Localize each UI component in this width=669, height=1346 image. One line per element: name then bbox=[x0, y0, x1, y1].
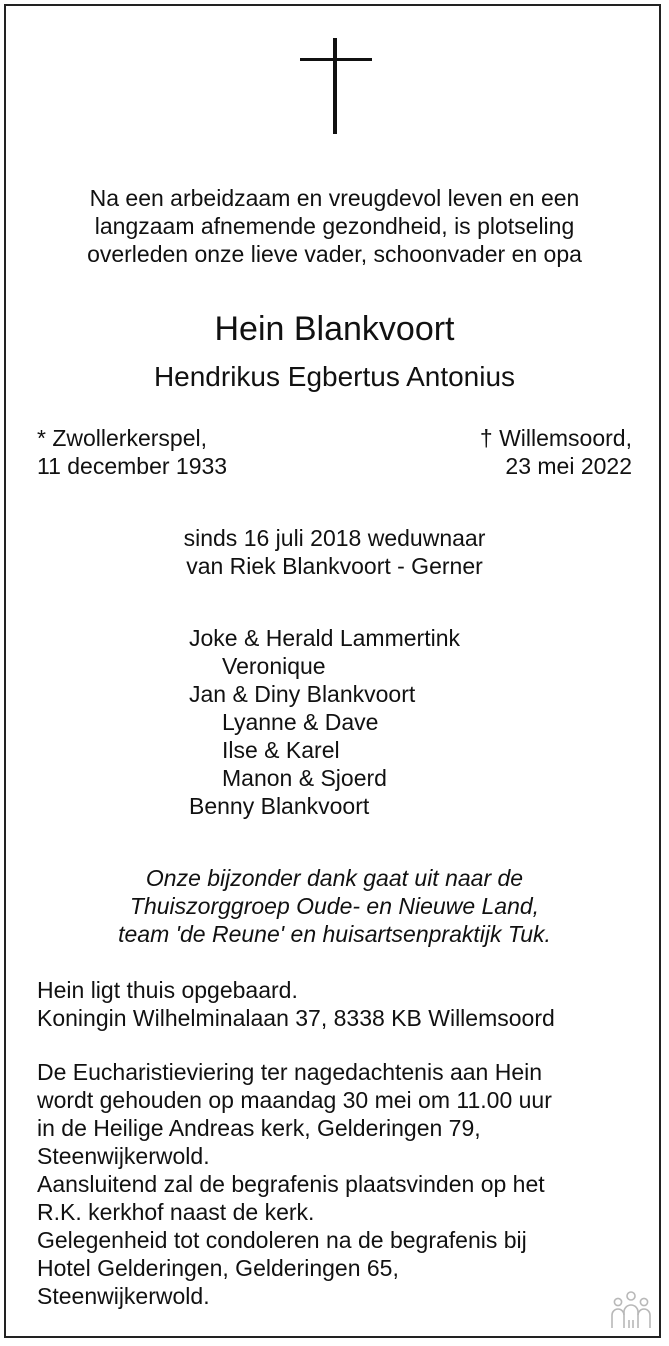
family-member: Veronique bbox=[222, 653, 326, 679]
birth-place: * Zwollerkerspel, bbox=[37, 425, 207, 451]
cross-icon bbox=[300, 38, 372, 134]
widower-text: sinds 16 juli 2018 weduwnaar van Riek Blankvoort - Gerner bbox=[183, 525, 486, 579]
deceased-name: Hein Blankvoort bbox=[214, 310, 455, 348]
birth-info bbox=[37, 424, 227, 480]
thanks-text: Onze bijzonder dank gaat uit naar de Thuiszorggroep Oude- en Nieuwe Land, team 'de Reune' en huisartsenpraktijk Tuk. bbox=[118, 865, 551, 947]
family-member: Joke & Herald Lammertink bbox=[189, 625, 460, 651]
family-member: Jan & Diny Blankvoort bbox=[189, 681, 416, 707]
deceased-full-name: Hendrikus Egbertus Antonius bbox=[153, 361, 516, 392]
family-member: Manon & Sjoerd bbox=[222, 765, 387, 791]
lying-in-state-text: Hein ligt thuis opgebaard. Koningin Wilhelminalaan 37, 8338 KB Willemsoord bbox=[37, 977, 555, 1031]
ceremony-text: De Eucharistieviering ter nagedachtenis aan Hein wordt gehouden op maandag 30 mei om 11.00 uur in de Heilige Andreas kerk, Gelderingen 79, Steenwijkerwold. Aansluitend zal de begrafenis plaatsvinden op het R.K. kerkhof naast de kerk. Gelegenheid tot condoleren na de begrafenis bij Hotel Gelderingen, Gelderingen 65, Steenwijkerwold. bbox=[37, 1059, 552, 1309]
family-member: Lyanne & Dave bbox=[222, 709, 379, 735]
family-list bbox=[189, 624, 460, 820]
family-logo-icon bbox=[609, 1290, 653, 1330]
family-member: Ilse & Karel bbox=[222, 737, 340, 763]
death-date: 23 mei 2022 bbox=[505, 453, 632, 479]
death-info bbox=[480, 424, 632, 480]
intro-text: Na een arbeidzaam en vreugdevol leven en een langzaam afnemende gezondheid, is plotseling overleden onze lieve vader, schoonvader en opa bbox=[87, 185, 582, 267]
birth-date: 11 december 1933 bbox=[37, 453, 228, 479]
death-place: † Willemsoord, bbox=[479, 425, 632, 451]
family-member: Benny Blankvoort bbox=[189, 793, 370, 819]
